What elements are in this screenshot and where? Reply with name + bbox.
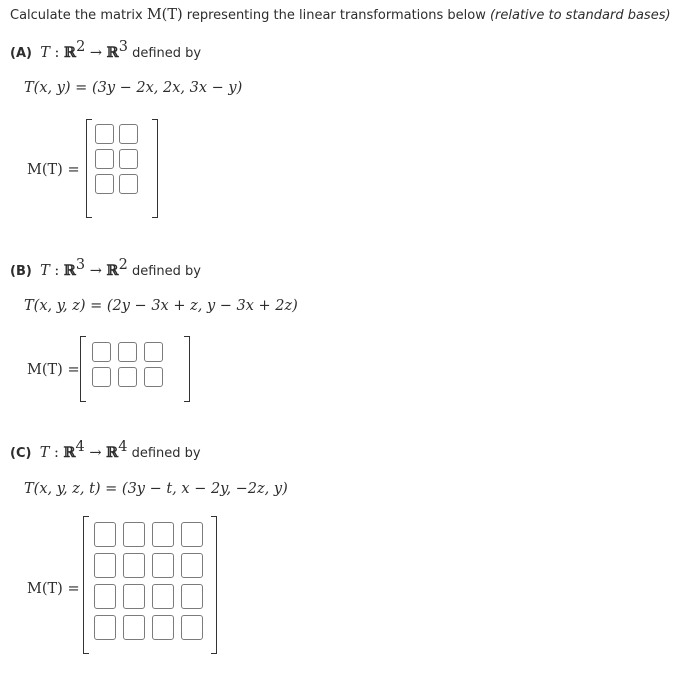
part-c-cell-r4c3[interactable] <box>152 615 174 640</box>
part-c-defined-by: defined by <box>131 446 201 461</box>
part-b-cell-r2c3[interactable] <box>144 367 163 387</box>
part-b-matrix-label: M(T) = <box>27 362 80 378</box>
part-a-t-symbol: T <box>40 45 50 61</box>
part-c-heading: (C) T : ℝ$^4$ → ℝ$^4$ defined by <box>10 439 201 461</box>
part-c-cell-r3c1[interactable] <box>94 584 116 609</box>
part-a-right-bracket <box>152 119 158 218</box>
prompt-matrix-symbol: M(T) <box>146 7 183 23</box>
part-a-matrix-label: M(T) = <box>27 162 80 178</box>
part-a-left-bracket <box>86 119 92 218</box>
part-c-domain-exp: 4 <box>75 439 85 455</box>
part-c-definition: T(x, y, z, t) = (3y − t, x − 2y, −2z, y) <box>24 481 288 497</box>
part-a-cell-r1c1[interactable] <box>95 124 114 144</box>
prompt <box>10 7 671 23</box>
part-c-codomain-exp: 4 <box>118 439 128 455</box>
part-c-domain: ℝ <box>63 444 76 461</box>
part-b-tag: (B) <box>10 264 32 279</box>
part-b-right-bracket <box>184 336 190 402</box>
part-c-cell-r2c4[interactable] <box>181 553 203 578</box>
part-c-cell-r3c2[interactable] <box>123 584 145 609</box>
part-a-arrow: → <box>89 45 103 61</box>
part-a-cell-r3c2[interactable] <box>119 174 138 194</box>
part-b-cell-r1c2[interactable] <box>118 342 137 362</box>
part-a-codomain-exp: 3 <box>118 39 128 55</box>
part-c-cell-r2c1[interactable] <box>94 553 116 578</box>
part-a-cell-r2c1[interactable] <box>95 149 114 169</box>
part-a-cell-r3c1[interactable] <box>95 174 114 194</box>
part-c-left-bracket <box>83 516 89 654</box>
part-a-cell-r2c2[interactable] <box>119 149 138 169</box>
part-a-matrix <box>86 119 158 218</box>
part-a-codomain: ℝ <box>106 44 119 61</box>
part-c-cell-r4c2[interactable] <box>123 615 145 640</box>
part-b-arrow: → <box>89 263 102 279</box>
part-b-matrix <box>80 336 190 402</box>
part-c-cell-r3c4[interactable] <box>181 584 203 609</box>
part-a-domain: ℝ <box>64 44 77 61</box>
part-b-defined-by: defined by <box>131 264 201 279</box>
part-c-matrix-label: M(T) = <box>27 581 80 597</box>
part-c-tag: (C) <box>10 446 32 461</box>
part-c-matrix <box>83 516 217 654</box>
part-b-left-bracket <box>80 336 86 402</box>
part-c-cell-r4c4[interactable] <box>181 615 203 640</box>
part-c-t-symbol: T <box>39 445 50 461</box>
part-a-tag: (A) <box>10 46 32 61</box>
part-a-defined-by: defined by <box>132 46 202 61</box>
part-b-codomain-exp: 2 <box>118 257 128 273</box>
part-b-cell-r2c1[interactable] <box>92 367 111 387</box>
part-c-right-bracket <box>211 516 217 654</box>
part-c-cell-r1c1[interactable] <box>94 522 116 547</box>
part-b-definition: T(x, y, z) = (2y − 3x + z, y − 3x + 2z) <box>24 298 298 314</box>
part-b-cell-r1c1[interactable] <box>92 342 111 362</box>
part-c-cell-grid <box>94 522 203 640</box>
part-b-cell-r1c3[interactable] <box>144 342 163 362</box>
part-c-cell-r1c2[interactable] <box>123 522 145 547</box>
part-b-codomain: ℝ <box>106 262 119 279</box>
prompt-text-before: Calculate the matrix <box>10 8 147 23</box>
part-c-cell-r2c2[interactable] <box>123 553 145 578</box>
part-c-cell-r1c3[interactable] <box>152 522 174 547</box>
part-b-heading: (B) T : ℝ$^3$ → ℝ$^2$ defined by <box>10 257 201 279</box>
part-c-arrow: → <box>89 445 102 461</box>
part-b-domain-exp: 3 <box>75 257 86 273</box>
part-a-cell-grid <box>95 124 138 194</box>
part-a-heading: (A) T : ℝ$^2$ → ℝ$^3$ defined by <box>10 39 202 61</box>
part-c-cell-r1c4[interactable] <box>181 522 203 547</box>
part-a-domain-exp: 2 <box>76 39 86 55</box>
part-b-cell-r2c2[interactable] <box>118 367 137 387</box>
part-a-cell-r1c2[interactable] <box>119 124 138 144</box>
part-b-cell-grid <box>92 342 163 387</box>
part-c-cell-r4c1[interactable] <box>94 615 116 640</box>
part-b-t-symbol: T <box>40 263 50 279</box>
part-c-cell-r3c3[interactable] <box>152 584 174 609</box>
part-a-definition: T(x, y) = (3y − 2x, 2x, 3x − y) <box>24 80 243 96</box>
part-c-codomain: ℝ <box>106 444 119 461</box>
prompt-note: (relative to standard bases) <box>489 8 671 23</box>
part-c-cell-r2c3[interactable] <box>152 553 174 578</box>
part-b-domain: ℝ <box>63 262 76 279</box>
prompt-text-middle: representing the linear transformations below <box>182 8 490 23</box>
